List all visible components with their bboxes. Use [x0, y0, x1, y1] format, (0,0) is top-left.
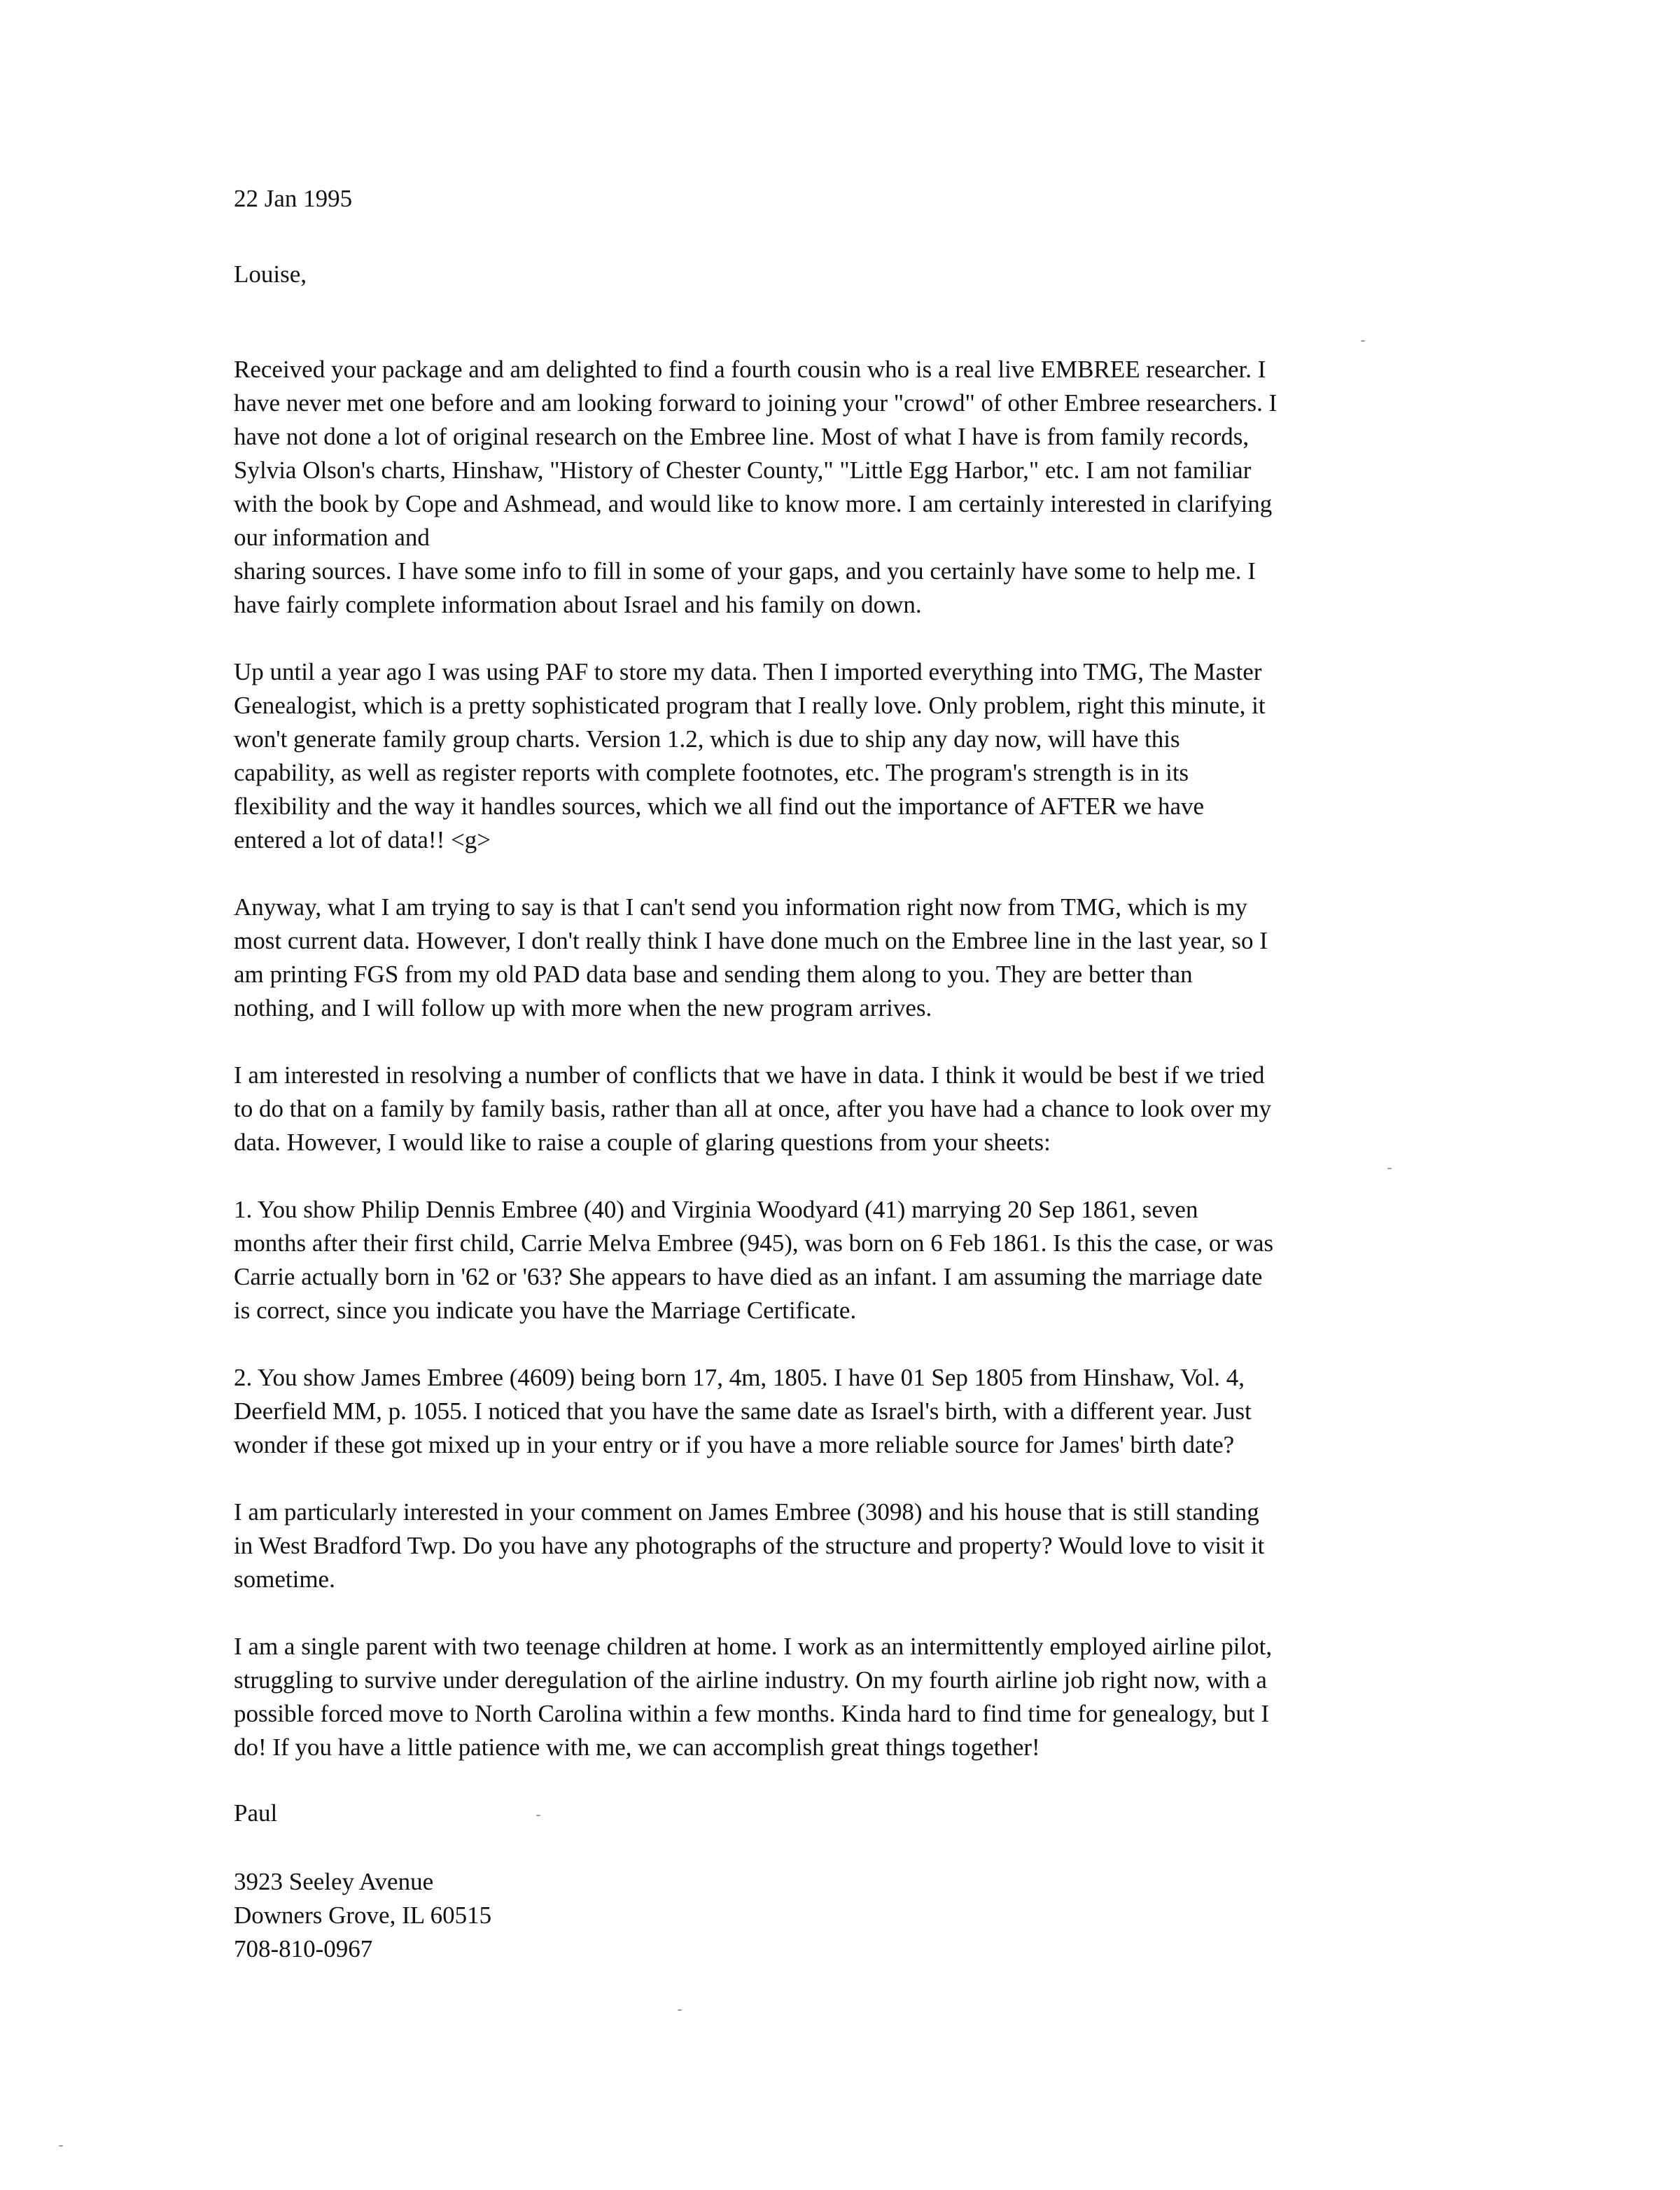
- letter-content: [234, 182, 1452, 1962]
- text-line: am printing FGS from my old PAD data base and sending them along to you. They are better than: [234, 961, 1193, 988]
- scan-speck: [536, 1815, 540, 1816]
- text-line: I am a single parent with two teenage children at home. I work as an intermittently employed airline pilot,: [234, 1633, 1273, 1660]
- text-line: I am interested in resolving a number of conflicts that we have in data. I think it would be best if we tried: [234, 1061, 1265, 1089]
- text-line: data. However, I would like to raise a couple of glaring questions from your sheets:: [234, 1129, 1051, 1156]
- scan-speck: [59, 2145, 63, 2147]
- text-line: Sylvia Olson's charts, Hinshaw, "History of Chester County," "Little Egg Harbor," etc. I am not familiar: [234, 456, 1252, 484]
- text-line: Anyway, what I am trying to say is that I can't send you information right now from TMG, which is my: [234, 893, 1247, 921]
- paragraph-received-package: [234, 353, 1452, 622]
- text-line: do! If you have a little patience with me, we can accomplish great things together!: [234, 1734, 1040, 1761]
- paragraph-conflicts: [234, 1059, 1452, 1159]
- text-line: Received your package and am delighted to find a fourth cousin who is a real live EMBREE researcher. I: [234, 356, 1266, 383]
- signature: Paul: [234, 1799, 278, 1827]
- text-line: most current data. However, I don't really think I have done much on the Embree line in the last year, so I: [234, 927, 1268, 954]
- return-address: [234, 1865, 491, 1966]
- text-line: 2. You show James Embree (4609) being born 17, 4m, 1805. I have 01 Sep 1805 from Hinshaw, Vol. 4,: [234, 1364, 1245, 1391]
- text-line: Deerfield MM, p. 1055. I noticed that you have the same date as Israel's birth, with a different year. Just: [234, 1397, 1252, 1425]
- text-line: Carrie actually born in '62 or '63? She appears to have died as an infant. I am assuming the marriage date: [234, 1263, 1263, 1290]
- text-line: to do that on a family by family basis, rather than all at once, after you have had a chance to look over my: [234, 1095, 1272, 1122]
- text-line: Up until a year ago I was using PAF to store my data. Then I imported everything into TMG, The Master: [234, 658, 1262, 685]
- text-line: wonder if these got mixed up in your entry or if you have a more reliable source for James' birth date?: [234, 1431, 1235, 1458]
- text-line: 1. You show Philip Dennis Embree (40) and Virginia Woodyard (41) marrying 20 Sep 1861, seven: [234, 1196, 1198, 1223]
- scan-speck: [1361, 340, 1365, 342]
- text-line: entered a lot of data!! <g>: [234, 826, 491, 853]
- address-street: 3923 Seeley Avenue: [234, 1868, 434, 1895]
- paragraph-question-1: [234, 1193, 1452, 1327]
- text-line: won't generate family group charts. Version 1.2, which is due to ship any day now, will have this: [234, 725, 1180, 753]
- text-line: have never met one before and am looking forward to joining your "crowd" of other Embree researchers. I: [234, 389, 1278, 417]
- salutation: Louise,: [234, 260, 307, 288]
- scan-speck: [1387, 1168, 1392, 1169]
- letter-date: 22 Jan 1995: [234, 185, 353, 212]
- text-line: flexibility and the way it handles sources, which we all find out the importance of AFTER we have: [234, 793, 1205, 820]
- text-line: Genealogist, which is a pretty sophisticated program that I really love. Only problem, right this minute, it: [234, 692, 1266, 719]
- paragraph-sending-fgs: [234, 891, 1452, 1025]
- text-line: capability, as well as register reports with complete footnotes, etc. The program's strength is in its: [234, 759, 1189, 786]
- text-line: possible forced move to North Carolina within a few months. Kinda hard to find time for genealogy, but I: [234, 1700, 1270, 1727]
- text-line: our information and: [234, 524, 430, 551]
- text-line: is correct, since you indicate you have the Marriage Certificate.: [234, 1297, 857, 1324]
- text-line: with the book by Cope and Ashmead, and would like to know more. I am certainly interested in clarifying: [234, 490, 1273, 517]
- address-city: Downers Grove, IL 60515: [234, 1902, 492, 1929]
- text-line: have fairly complete information about Israel and his family on down.: [234, 591, 922, 618]
- text-line: nothing, and I will follow up with more when the new program arrives.: [234, 994, 932, 1021]
- text-line: have not done a lot of original research on the Embree line. Most of what I have is from family records,: [234, 423, 1250, 450]
- text-line: sharing sources. I have some info to fill in some of your gaps, and you certainly have some to help me. I: [234, 557, 1256, 585]
- paragraph-personal: [234, 1630, 1452, 1764]
- letter-body: [234, 353, 1452, 1798]
- scan-speck: [678, 2009, 682, 2011]
- text-line: sometime.: [234, 1565, 335, 1593]
- paragraph-house: [234, 1495, 1452, 1596]
- address-phone: 708-810-0967: [234, 1935, 373, 1962]
- paragraph-question-2: [234, 1361, 1452, 1462]
- text-line: struggling to survive under deregulation of the airline industry. On my fourth airline job right now, with a: [234, 1666, 1267, 1694]
- text-line: I am particularly interested in your comment on James Embree (3098) and his house that is still standing: [234, 1498, 1259, 1526]
- paragraph-software: [234, 655, 1452, 857]
- text-line: months after their first child, Carrie Melva Embree (945), was born on 6 Feb 1861. Is this the case, or was: [234, 1229, 1274, 1257]
- text-line: in West Bradford Twp. Do you have any photographs of the structure and property? Would love to visit it: [234, 1532, 1265, 1559]
